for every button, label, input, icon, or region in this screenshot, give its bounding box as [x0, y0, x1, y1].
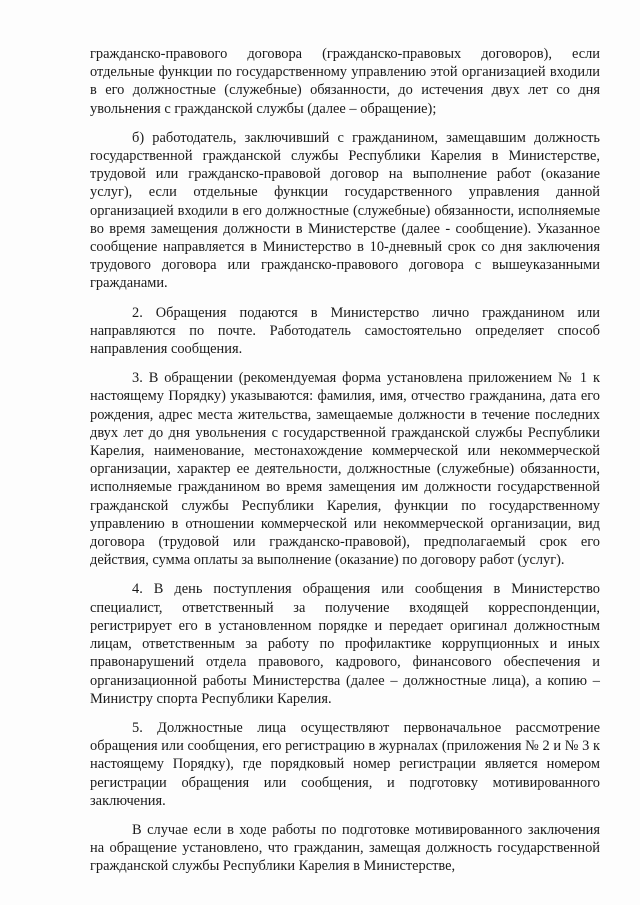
paragraph-2-submission: 2. Обращения подаются в Министерство лично гражданином или направляются по почте. Работодатель самостоятельно определяет способ направления сообщения.: [90, 304, 600, 358]
document-body: [90, 45, 600, 887]
paragraph-5-review: 5. Должностные лица осуществляют первоначальное рассмотрение обращения или сообщения, его регистрацию в журналах (приложения № 2 и № 3 к настоящему Порядку), где порядковый номер регистрации является номером регистрации обращения или сообщения, и подготовку мотивированного заключения.: [90, 719, 600, 809]
paragraph-3-contents: 3. В обращении (рекомендуемая форма установлена приложением № 1 к настоящему Порядку) указываются: фамилия, имя, отчество гражданина, дата его рождения, адрес места жительства, замещаемые должности в течение последних двух лет до дня увольнения с государственной гражданской службы Республики Карелия, наименование, местонахождение коммерческой или некоммерческой организации, характер ее деятельности, должностные (служебные) обязанности, исполняемые гражданином во время замещения им должности государственной гражданской службы Республики Карелия, функции по государственному управлению в отношении коммерческой или некоммерческой организации, вид договора (трудовой или гражданско-правовой), предполагаемый срок его действия, сумма оплаты за выполнение (оказание) по договору работ (услуг).: [90, 370, 600, 569]
paragraph-case: В случае если в ходе работы по подготовке мотивированного заключения на обращение установлено, что гражданин, замещая должность государственной гражданской службы Республики Карелия в Министерстве,: [90, 821, 600, 875]
paragraph-continuation: гражданско-правового договора (гражданско-правовых договоров), если отдельные функции по государственному управлению этой организацией входили в его должностные (служебные) обязанности, до истечения двух лет со дня увольнения с гражданской службы (далее – обращение);: [90, 46, 600, 117]
paragraph-b-employer: б) работодатель, заключивший с гражданином, замещавшим должность государственной гражданской службы Республики Карелия в Министерстве, трудовой или гражданско-правовой договор на выполнение работ (оказание услуг), если отдельные функции государственного управления данной организацией входили в его должностные (служебные) обязанности, исполняемые во время замещения должности в Министерстве (далее - сообщение). Указанное сообщение направляется в Министерство в 10-дневный срок со дня заключения трудового договора или гражданско-правового договора с вышеуказанными гражданами.: [90, 129, 600, 292]
paragraph-4-registration: 4. В день поступления обращения или сообщения в Министерство специалист, ответственный за получение входящей корреспонденции, регистрирует его в установленном порядке и передает оригинал должностным лицам, ответственным за работу по профилактике коррупционных и иных правонарушений отдела правового, кадрового, финансового обеспечения и организационной работы Министерства (далее – должностные лица), а копию – Министру спорта Республики Карелия.: [90, 581, 600, 707]
